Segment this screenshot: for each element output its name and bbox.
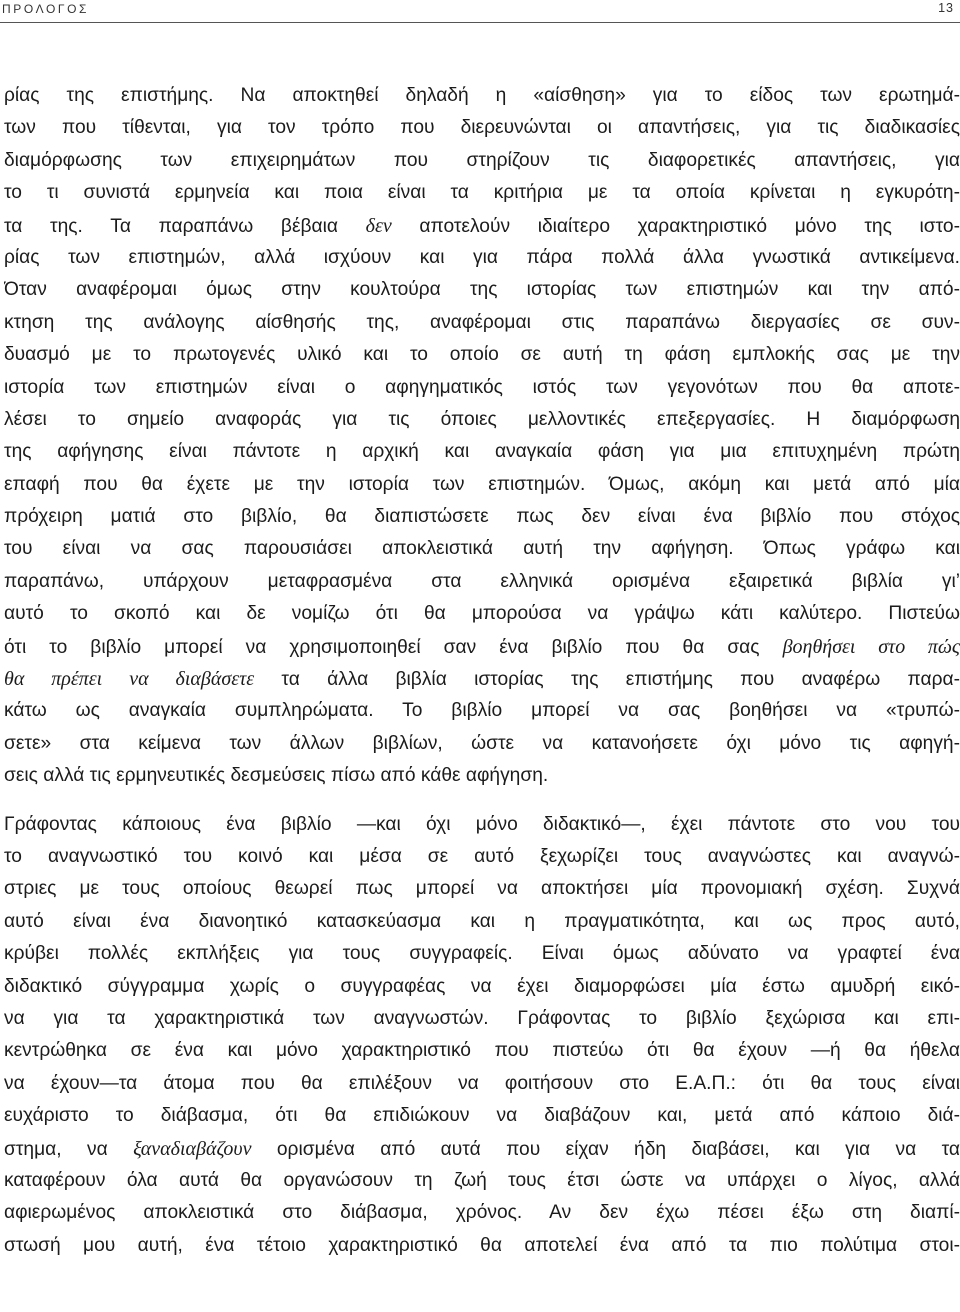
text-line <box>4 1133 960 1165</box>
section-title: ΠΡΟΛΟΓΟΣ <box>2 2 90 16</box>
text-segment: στημα, να <box>4 1138 134 1160</box>
text-segment: κεντρώθηκα σε ένα και μόνο χαρακτηριστικό που πιστεύω ότι θα έχουν —ή θα ήθελα <box>4 1040 960 1062</box>
text-line <box>4 1035 960 1067</box>
text-segment: κτηση της ανάλογης αίσθησής της, αναφέρομαι στις παραπάνω διεργασίες σε συν- <box>4 311 960 333</box>
paragraph-spacer <box>4 793 960 809</box>
text-segment: στριες με τους οποίους θεωρεί πως μπορεί να αποκτήσει μία προνομιακή σχέση. Συχνά <box>4 878 960 900</box>
text-segment: διδακτικό σύγγραμμα χωρίς ο συγγραφέας να έχει διαμορφώσει μία έστω αμυδρή εικό- <box>4 975 960 997</box>
text-segment: των που τίθενται, για τον τρόπο που διερευνώνται οι απαντήσεις, για τις διαδικασίες <box>4 117 960 139</box>
text-segment: αυτό το σκοπό και δε νομίζω ότι θα μπορούσα να γράψω κάτι καλύτερο. Πιστεύω <box>4 603 960 625</box>
text-segment: λέσει το σημείο αναφοράς για τις όποιες μελλοντικές επεξεργασίες. Η διαμόρφωση <box>4 408 960 430</box>
text-segment: το αναγνωστικό του κοινό και μέσα σε αυτό ξεχωρίζει τους αναγνώστες και αναγνώ- <box>4 845 960 867</box>
text-line <box>4 112 960 144</box>
text-line <box>4 469 960 501</box>
text-segment: διαμόρφωσης των επιχειρημάτων που στηρίζουν τις διαφορετικές απαντήσεις, για <box>4 149 960 171</box>
text-line <box>4 242 960 274</box>
text-segment: σετε» στα κείμενα των άλλων βιβλίων, ώστε να κατανοήσετε όχι μόνο τις αφηγή- <box>4 732 960 754</box>
text-segment: πρόχειρη ματιά στο βιβλίο, θα διαπιστώσετε πως δεν είναι ένα βιβλίο που στόχος <box>4 506 960 528</box>
text-line <box>4 177 960 209</box>
text-line <box>4 598 960 630</box>
text-line <box>4 307 960 339</box>
text-segment: Όταν αναφέρομαι όμως στην κουλτούρα της ιστορίας των επιστημών και την από- <box>4 279 960 301</box>
text-line <box>4 501 960 533</box>
text-line <box>4 841 960 873</box>
emphasis-text: θα πρέπει να διαβάσετε <box>4 668 255 691</box>
text-line <box>4 938 960 970</box>
text-segment: ρίας της επιστήμης. Να αποκτηθεί δηλαδή η «αίσθηση» για το είδος των ερωτημά- <box>4 85 960 106</box>
emphasis-text: ξαναδιαβάζουν <box>133 1137 252 1160</box>
text-segment: αφιερωμένος αποκλειστικά στο διάβασμα, χρόνος. Αν δεν έχω πέσει έξω στη διαπί- <box>4 1202 960 1224</box>
text-line <box>4 404 960 436</box>
text-line <box>4 1100 960 1132</box>
text-line <box>4 663 960 695</box>
text-line <box>4 145 960 177</box>
text-line <box>4 372 960 404</box>
text-segment: ρίας των επιστημών, αλλά ισχύουν και για πάρα πολλά άλλα γνωστικά αντικείμενα. <box>4 246 960 268</box>
text-line <box>4 1165 960 1197</box>
text-segment: του είναι να σας παρουσιάσει αποκλειστικά αυτή την αφήγηση. Όπως γράφω και <box>4 538 960 560</box>
text-segment: στωσή μου αυτή, ένα τέτοιο χαρακτηριστικό θα αποτελεί ένα από τα πιο πολύτιμα στοι- <box>4 1234 960 1256</box>
text-segment: κρύβει πολλές εκπλήξεις για τους συγγραφείς. Είναι όμως αδύνατο να γραφτεί ένα <box>4 943 960 965</box>
text-line <box>4 1068 960 1100</box>
text-segment: αυτό είναι ένα διανοητικό κατασκεύασμα και η πραγματικότητα, και ως προς αυτό, <box>4 910 960 932</box>
body-text <box>4 80 960 1262</box>
text-line <box>4 210 960 242</box>
running-header <box>0 0 960 26</box>
text-segment: καταφέρουν όλα αυτά θα οργανώσουν τη ζωή τους έτσι ώστε να υπάρχει ο λίγος, αλλά <box>4 1169 960 1191</box>
text-line <box>4 1197 960 1229</box>
text-segment: να για τα χαρακτηριστικά των αναγνωστών. Γράφοντας το βιβλίο ξεχώρισα και επι- <box>4 1007 960 1029</box>
text-segment: αποτελούν ιδιαίτερο χαρακτηριστικό μόνο της ιστο- <box>391 215 960 237</box>
emphasis-text: δεν <box>365 214 392 237</box>
text-segment: της αφήγησης είναι πάντοτε η αρχική και αναγκαία φάση για μια επιτυχημένη πρώτη <box>4 441 960 463</box>
page-number: 13 <box>938 1 954 15</box>
text-line <box>4 566 960 598</box>
text-line <box>4 274 960 306</box>
emphasis-text: βοηθήσει στο πώς <box>782 635 960 658</box>
paragraph <box>4 809 960 1262</box>
paragraph <box>4 80 960 793</box>
text-line <box>4 695 960 727</box>
text-line <box>4 873 960 905</box>
text-segment: Γράφοντας κάποιους ένα βιβλίο —και όχι μόνο διδακτικό—, έχει πάντοτε στο νου του <box>4 813 960 835</box>
text-line <box>4 971 960 1003</box>
text-segment: το τι συνιστά ερμηνεία και ποια είναι τα κριτήρια με τα οποία κρίνεται η εγκυρότη- <box>4 182 960 204</box>
text-line <box>4 906 960 938</box>
header-rule <box>0 22 960 23</box>
text-line <box>4 631 960 663</box>
text-line <box>4 760 960 792</box>
text-segment: να έχουν—τα άτομα που θα επιλέξουν να φοιτήσουν στο Ε.Α.Π.: ότι θα τους είναι <box>4 1072 960 1094</box>
text-line <box>4 1003 960 1035</box>
text-segment: ορισμένα από αυτά που είχαν ήδη διαβάσει, και για να τα <box>251 1138 960 1160</box>
text-line <box>4 1230 960 1262</box>
text-segment: τα της. Τα παραπάνω βέβαια <box>4 215 366 237</box>
text-segment: κάτω ως αναγκαία συμπληρώματα. Το βιβλίο μπορεί να σας βοηθήσει να «τρυπώ- <box>4 700 960 722</box>
text-segment: επαφή που θα έχετε με την ιστορία των επιστημών. Όμως, ακόμη και μετά από μία <box>4 473 960 495</box>
text-segment: ότι το βιβλίο μπορεί να χρησιμοποιηθεί σαν ένα βιβλίο που θα σας <box>4 636 783 658</box>
text-segment: παραπάνω, υπάρχουν μεταφρασμένα στα ελληνικά ορισμένα εξαιρετικά βιβλία γι’ <box>4 570 960 592</box>
text-segment: ευχάριστο το διάβασμα, ότι θα επιδιώκουν να διαβάζουν και, μετά από κάποιο διά- <box>4 1105 960 1127</box>
text-line <box>4 436 960 468</box>
text-line <box>4 339 960 371</box>
text-segment: σεις αλλά τις ερμηνευτικές δεσμεύσεις πίσω από κάθε αφήγηση. <box>4 765 549 787</box>
text-line <box>4 80 960 112</box>
text-line <box>4 809 960 841</box>
text-segment: δυασμό με το πρωτογενές υλικό και το οποίο σε αυτή τη φάση εμπλοκής σας με την <box>4 344 960 366</box>
text-segment: ιστορία των επιστημών είναι ο αφηγηματικός ιστός των γεγονότων που θα αποτε- <box>4 376 960 398</box>
text-segment: τα άλλα βιβλία ιστορίας της επιστήμης που αναφέρω παρα- <box>254 669 960 691</box>
text-line <box>4 533 960 565</box>
text-line <box>4 728 960 760</box>
